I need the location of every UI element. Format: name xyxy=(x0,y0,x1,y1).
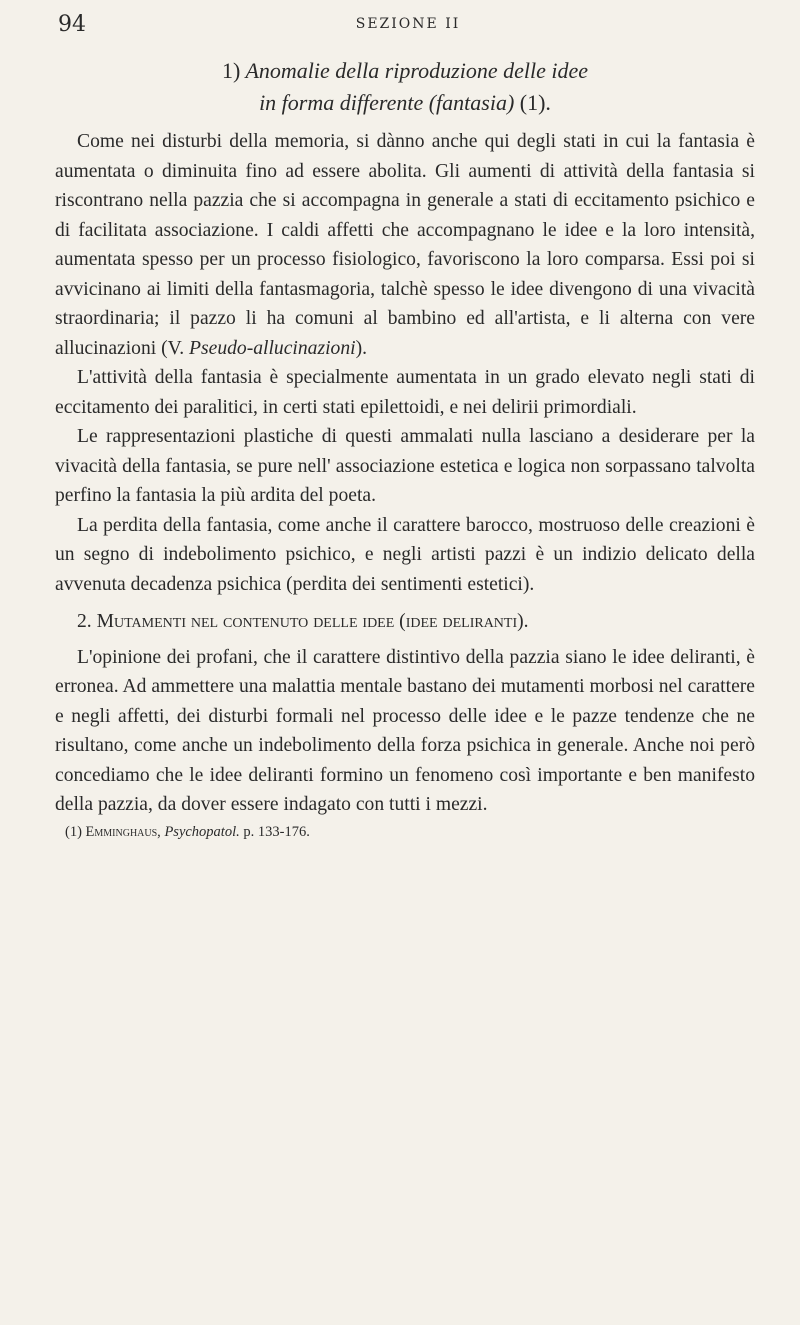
running-head xyxy=(58,12,758,42)
subsection-number: 1) xyxy=(222,58,241,83)
page-number: 94 xyxy=(58,12,86,37)
section-subheading: 2. Mutamenti nel contenuto delle idee (idee deliranti). xyxy=(77,611,529,632)
footnote xyxy=(65,822,755,842)
subsection-title-line2: in forma differente (fantasia) xyxy=(259,90,515,115)
paragraph-1-end: ). xyxy=(355,337,368,359)
paragraph-2: L'attività della fantasia è specialmente aumentata in un grado elevato negli stati di eccitamento dei paralitici, in certi stati epilettoidi, e nei delirii primordiali. xyxy=(55,367,755,418)
footnote-ref: (1). xyxy=(519,90,551,115)
footnote-pages: p. 133-176. xyxy=(243,823,310,840)
paragraph-3: Le rappresentazioni plastiche di questi ammalati nulla lasciano a desiderare per la vivacità della fantasia, se pure nell' associazione estetica e logica non sorpassano talvolta perfino la fantasia la più ardita del poeta. xyxy=(55,426,755,506)
paragraph-5: L'opinione dei profani, che il carattere distintivo della pazzia siano le idee deliranti, è erronea. Ad ammettere una malattia mentale bastano dei mutamenti morbosi nel carattere e negli affetti, dei disturbi formali nel processo delle idee e le pazze tendenze che ne risultano, come anche un indebolimento della forza psichica in generale. Anche noi però concediamo che le idee deliranti formino un fenomeno così importante e ben manifesto della pazzia, da dover essere indagato con tutti i mezzi. xyxy=(55,646,755,815)
paragraph-1-italic: Pseudo-allucinazioni xyxy=(189,337,356,359)
subsection-title xyxy=(55,55,755,119)
paragraph-1-text: Come nei disturbi della memoria, si dànno anche qui degli stati in cui la fantasia è aumentata o diminuita fino ad essere abolita. Gli aumenti di attività della fantasia si riscontrano nella pazzia che si accompagna in generale a stati di eccitamento psichico e di facilitata associazione. I caldi affetti che accompagnano le idee e la loro intensità, aumentata spesso per un processo fisiologico, favoriscono la loro comparsa. Essi poi si avvicinano ai limiti della fantasmagoria, talchè spesso le idee divengono di una vivacità straordinaria; il pazzo li ha comuni al bambino ed all'artista, e li alterna con vere allucinazioni (V. xyxy=(55,131,755,359)
paragraph-4: La perdita della fantasia, come anche il carattere barocco, mostruoso delle creazioni è un segno di indebolimento psichico, e negli artisti pazzi è un indizio delicato della avvenuta decadenza psichica (perdita dei sentimenti estetici). xyxy=(55,514,755,595)
footnote-work: Psychopatol. xyxy=(164,823,240,840)
text-body xyxy=(55,55,755,842)
paragraph-1 xyxy=(55,127,755,363)
footnote-author: Emminghaus, xyxy=(85,823,161,840)
footnote-marker: (1) xyxy=(65,823,82,840)
subsection-title-line1: Anomalie della riproduzione delle idee xyxy=(245,58,588,83)
section-heading: SEZIONE II xyxy=(355,16,461,32)
